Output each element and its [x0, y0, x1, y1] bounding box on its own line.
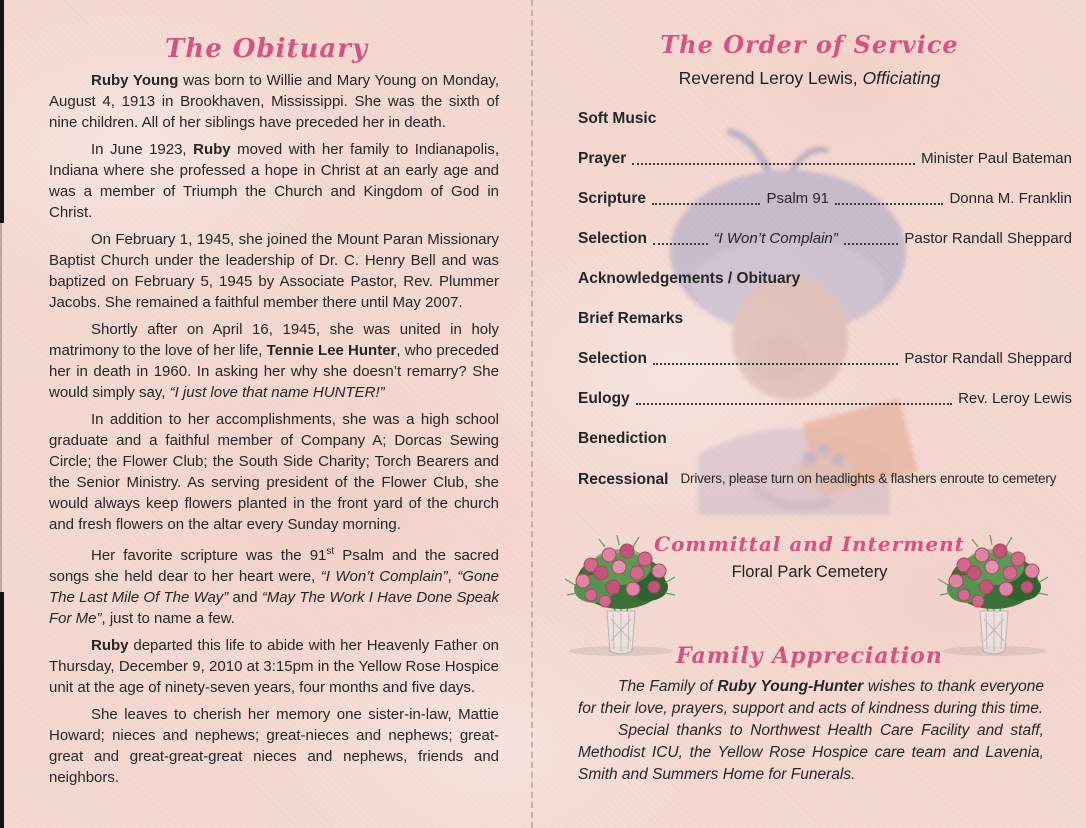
service-name: Minister Paul Bateman	[921, 150, 1072, 167]
service-label: Scripture	[578, 190, 647, 207]
obituary-paragraph: Ruby departed this life to abide with her Heavenly Father on Thursday, December 9, 2010 at 3:15pm in the Yellow Rose Hospice unit at the age of ninety-seven years, four months and five days.	[49, 637, 499, 696]
recessional-note: Drivers, please turn on headlights & flashers enroute to cemetery	[680, 471, 1057, 486]
committal-section	[533, 532, 1086, 582]
service-label: Eulogy	[578, 390, 630, 407]
service-item-brief-remarks	[578, 308, 1072, 329]
service-label: Benediction	[578, 430, 667, 447]
family-appreciation-body	[578, 676, 1044, 786]
service-middle: Psalm 91	[766, 190, 830, 207]
service-item-acknowledgements	[578, 268, 1072, 289]
service-name: Pastor Randall Sheppard	[904, 350, 1072, 367]
dotted-leader	[653, 243, 708, 245]
obituary-paragraph: Shortly after on April 16, 1945, she was united in holy matrimony to the love of her life, Tennie Lee Hunter, who preceded her in death in 1960. In asking her why she doesn’t remarry? She would simply say, “I just love that name HUNTER!”	[49, 321, 499, 401]
dotted-leader	[835, 203, 943, 205]
service-item-recessional	[578, 468, 1072, 490]
obituary-page	[0, 0, 533, 828]
service-label: Selection	[578, 350, 647, 367]
dotted-leader	[636, 403, 952, 405]
service-label: Recessional	[578, 471, 669, 488]
service-name: Pastor Randall Sheppard	[904, 230, 1073, 247]
scan-edge-strip	[0, 0, 4, 223]
obituary-paragraph: In addition to her accomplishments, she was a high school graduate and a faithful member of Company A; Dorcas Sewing Circle; the Flower Club; the South Side Charity; Torch Bearers and the Senior Ministry. As serving president of the Flower Club, she would always keep flowers planted in the front yard of the church and fresh flowers on the altar every Sunday morning.	[49, 411, 499, 533]
scan-edge-strip	[0, 592, 4, 828]
dotted-leader	[632, 163, 915, 165]
service-item-eulogy	[578, 388, 1072, 409]
service-middle: “I Won’t Complain”	[713, 230, 838, 247]
service-item-selection-1	[578, 228, 1072, 249]
service-label: Brief Remarks	[578, 310, 684, 327]
order-of-service-title: The Order of Service	[660, 30, 959, 59]
obituary-paragraph: She leaves to cherish her memory one sister-in-law, Mattie Howard; nieces and nephews; great-nieces and nephews; great-great and great-great-great nieces and nephews, friends and neighbors.	[49, 706, 499, 786]
service-label: Prayer	[578, 150, 627, 167]
service-item-prayer	[578, 148, 1072, 169]
obituary-paragraph: Ruby Young was born to Willie and Mary Young on Monday, August 4, 1913 in Brookhaven, Mississippi. She was the sixth of nine children. All of her siblings have preceded her in death.	[49, 72, 499, 131]
service-name: Donna M. Franklin	[949, 190, 1072, 207]
family-appreciation-paragraph: Special thanks to Northwest Health Care Facility and staff, Methodist ICU, the Yellow Rose Hospice care team and Lavenia, Smith and Summers Home for Funerals.	[578, 722, 1044, 783]
service-label: Selection	[578, 230, 647, 247]
obituary-body	[0, 70, 533, 788]
obituary-paragraph: On February 1, 1945, she joined the Mount Paran Missionary Baptist Church under the leadership of Dr. C. Henry Bell and was baptized on February 5, 1945 by Associate Pastor, Rev. Plummer Jacobs. She remained a faithful member there until May 2007.	[49, 231, 499, 311]
service-list	[578, 108, 1072, 509]
obituary-paragraph: Her favorite scripture was the 91st Psalm and the sacred songs she held dear to her heart were, “I Won’t Complain”, “Gone The Last Mile Of The Way” and “May The Work I Have Done Speak For Me”, just to name a few.	[49, 546, 499, 627]
dotted-leader	[653, 363, 898, 365]
dotted-leader	[652, 203, 760, 205]
service-item-scripture	[578, 188, 1072, 209]
committal-title: Committal and Interment	[654, 532, 965, 556]
obituary-title: The Obituary	[164, 34, 369, 64]
officiant-line: Reverend Leroy Lewis, Officiating	[678, 68, 941, 88]
service-item-selection-2	[578, 348, 1072, 369]
service-item-soft-music	[578, 108, 1072, 129]
family-appreciation-title: Family Appreciation	[676, 643, 943, 669]
service-label: Acknowledgements / Obituary	[578, 270, 801, 287]
scan-edge-strip	[0, 223, 2, 592]
cemetery-name: Floral Park Cemetery	[731, 563, 888, 581]
order-of-service-page	[533, 0, 1086, 828]
obituary-paragraph: In June 1923, Ruby moved with her family to Indianapolis, Indiana where she professed a hope in Christ at an early age and was a member of Triumph the Church and Kingdom of God in Christ.	[49, 141, 499, 221]
service-item-benediction	[578, 428, 1072, 449]
family-appreciation-paragraph: The Family of Ruby Young-Hunter wishes to thank everyone for their love, prayers, support and acts of kindness during this time.	[578, 678, 1044, 717]
dotted-leader	[844, 243, 899, 245]
service-name: Rev. Leroy Lewis	[958, 390, 1072, 407]
service-label: Soft Music	[578, 110, 657, 127]
